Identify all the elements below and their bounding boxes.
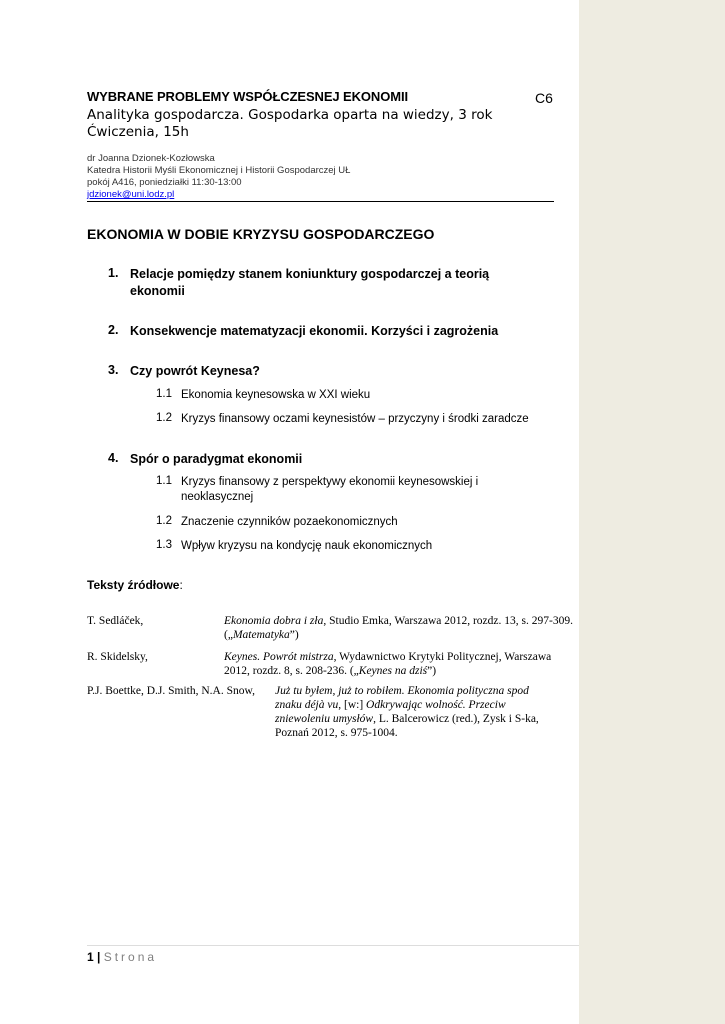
source-details: , Wydawnictwo Krytyki Politycznej, Warszawa 2012, rozdz. 8, s. 208-236. („ <box>224 651 552 677</box>
source-reference <box>275 684 557 740</box>
source-details: , Studio Emka, Warszawa 2012, rozdz. 13, s. 297-309. („ <box>224 615 573 641</box>
sources-heading-text: Teksty źródłowe <box>87 578 180 592</box>
source-author: R. Skidelsky, <box>87 651 148 663</box>
source-end: ”) <box>427 665 437 677</box>
subsection-number: 1.3 <box>156 539 172 551</box>
course-title: WYBRANE PROBLEMY WSPÓŁCZESNEJ EKONOMII <box>87 89 408 104</box>
section-number: 3. <box>108 363 119 377</box>
subsection-number: 1.1 <box>156 388 172 400</box>
subsection-text: Ekonomia keynesowska w XXI wieku <box>181 389 371 401</box>
section-text: Czy powrót Keynesa? <box>130 364 260 378</box>
sources-heading-colon: : <box>179 578 183 592</box>
source-chapter: Matematyka <box>232 629 290 641</box>
sources-heading <box>87 578 183 592</box>
page-label: Strona <box>103 950 158 964</box>
source-author: T. Sedláček, <box>87 615 144 627</box>
section-number: 2. <box>108 323 119 337</box>
lecturer-email-link[interactable]: jdzionek@uni.lodz.pl <box>87 189 175 200</box>
source-reference <box>224 650 574 678</box>
subsection-number: 1.1 <box>156 475 172 487</box>
source-author: P.J. Boettke, D.J. Smith, N.A. Snow, <box>87 685 255 697</box>
source-end: ”) <box>289 629 299 641</box>
course-format: Ćwiczenia, 15h <box>87 124 189 140</box>
subsection-number: 1.2 <box>156 515 172 527</box>
office-hours: pokój A416, poniedziałki 11:30-13:00 <box>87 177 242 188</box>
lecturer-name: dr Joanna Dzionek-Kozłowska <box>87 153 215 164</box>
subsection-text: Kryzys finansowy z perspektywy ekonomii keynesowskiej i neoklasycznej <box>181 476 479 503</box>
section-text: Relacje pomiędzy stanem koniunktury gospodarczej a teorią ekonomii <box>130 267 490 298</box>
course-code: C6 <box>535 90 553 106</box>
source-title: Keynes. Powrót mistrza <box>224 651 334 663</box>
source-details: , [w:] <box>338 699 367 711</box>
subsection-text: Znaczenie czynników pozaekonomicznych <box>181 516 398 528</box>
margin-band <box>579 0 725 1024</box>
subsection-text: Wpływ kryzysu na kondycję nauk ekonomicznych <box>181 540 433 552</box>
source-chapter: Keynes na dziś <box>358 665 428 677</box>
topic-title: EKONOMIA W DOBIE KRYZYSU GOSPODARCZEGO <box>87 226 435 242</box>
section-text: Konsekwencje matematyzacji ekonomii. Korzyści i zagrożenia <box>130 324 499 338</box>
footer-separator: | <box>93 950 104 964</box>
footer-divider <box>87 945 579 946</box>
source-end: , L. Balcerowicz (red.), Zysk i S-ka, Poznań 2012, s. 975-1004. <box>275 713 539 739</box>
section-number: 1. <box>108 266 119 280</box>
page-number: 1 <box>87 950 94 964</box>
source-reference <box>224 614 574 642</box>
subsection-text: Kryzys finansowy oczami keynesistów – przyczyny i środki zaradcze <box>181 413 529 425</box>
subsection-number: 1.2 <box>156 412 172 424</box>
source-chapter: Odkrywając wolność. Przeciw zniewoleniu umysłów <box>275 699 506 725</box>
course-subtitle: Analityka gospodarcza. Gospodarka oparta na wiedzy, 3 rok <box>87 107 493 123</box>
section-number: 4. <box>108 451 119 465</box>
page-footer <box>87 950 157 964</box>
source-title: Już tu byłem, już to robiłem. Ekonomia polityczna spod znaku déjà vu <box>275 685 529 711</box>
source-title: Ekonomia dobra i zła <box>224 615 324 627</box>
section-text: Spór o paradygmat ekonomii <box>130 452 303 466</box>
header-divider <box>87 201 554 202</box>
lecturer-department: Katedra Historii Myśli Ekonomicznej i Historii Gospodarczej UŁ <box>87 165 351 176</box>
